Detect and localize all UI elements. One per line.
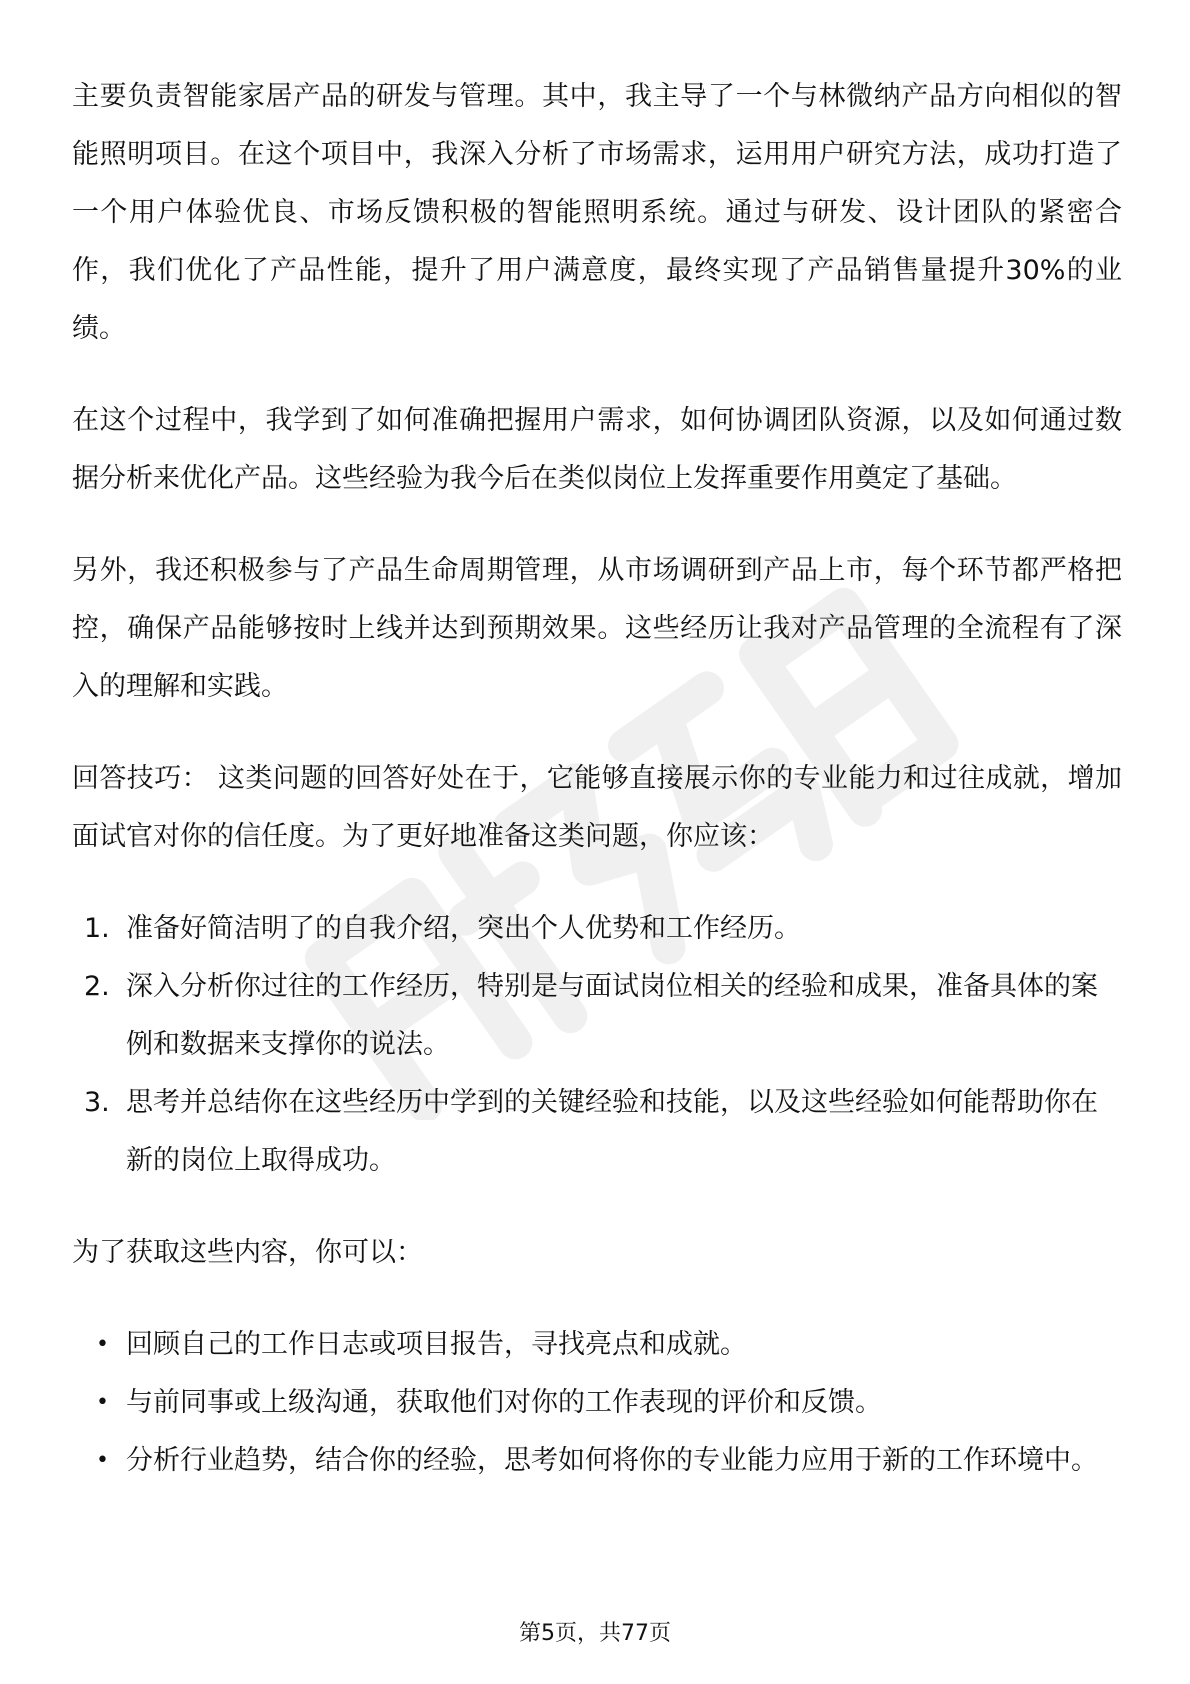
paragraph-experience: 主要负责智能家居产品的研发与管理。其中，我主导了一个与林微纳产品方向相似的智能照明项目。在这个项目中，我深入分析了市场需求，运用用户研究方法，成功打造了一个用户体验优良、市场反馈积极的智能照明系统。通过与研发、设计团队的紧密合作，我们优化了产品性能，提升了用户满意度，最终实现了产品销售量提升30%的业绩。 <box>72 81 1122 344</box>
bullet-list <box>72 1316 1122 1490</box>
page-number-footer: 第5页，共77页 <box>519 1621 671 1646</box>
list-item-text: 分析行业趋势，结合你的经验，思考如何将你的专业能力应用于新的工作环境中。 <box>126 1445 1098 1476</box>
bullet-icon: • <box>96 1332 109 1357</box>
paragraph-lifecycle: 另外，我还积极参与了产品生命周期管理，从市场调研到产品上市，每个环节都严格把控，确保产品能够按时上线并达到预期效果。这些经历让我对产品管理的全流程有了深入的理解和实践。 <box>72 555 1122 702</box>
paragraph-answer-tips: 回答技巧： 这类问题的回答好处在于，它能够直接展示你的专业能力和过往成就，增加面试官对你的信任度。为了更好地准备这类问题，你应该： <box>72 763 1122 852</box>
list-item <box>72 1074 1122 1190</box>
list-item-text: 思考并总结你在这些经历中学到的关键经验和技能，以及这些经验如何能帮助你在新的岗位上取得成功。 <box>126 1087 1098 1176</box>
list-item-text: 回顾自己的工作日志或项目报告，寻找亮点和成就。 <box>126 1329 747 1360</box>
list-item <box>72 900 1122 958</box>
list-item-text: 与前同事或上级沟通，获取他们对你的工作表现的评价和反馈。 <box>126 1387 882 1418</box>
list-item-text: 深入分析你过往的工作经历，特别是与面试岗位相关的经验和成果，准备具体的案例和数据来支撑你的说法。 <box>126 971 1098 1060</box>
list-number: 2. <box>84 971 110 1002</box>
list-item <box>72 1432 1122 1490</box>
list-item-text: 准备好简洁明了的自我介绍，突出个人优势和工作经历。 <box>126 913 801 944</box>
list-number: 1. <box>84 913 110 944</box>
paragraph-learnings: 在这个过程中，我学到了如何准确把握用户需求，如何协调团队资源，以及如何通过数据分析来优化产品。这些经验为我今后在类似岗位上发挥重要作用奠定了基础。 <box>72 405 1122 494</box>
paragraph-intro-sources: 为了获取这些内容，你可以： <box>72 1237 423 1268</box>
bullet-icon: • <box>96 1448 109 1473</box>
bullet-icon: • <box>96 1390 109 1415</box>
list-item <box>72 1316 1122 1374</box>
list-number: 3. <box>84 1087 110 1118</box>
main-content <box>72 68 1122 1524</box>
list-item <box>72 958 1122 1074</box>
numbered-list <box>72 900 1122 1190</box>
list-item <box>72 1374 1122 1432</box>
